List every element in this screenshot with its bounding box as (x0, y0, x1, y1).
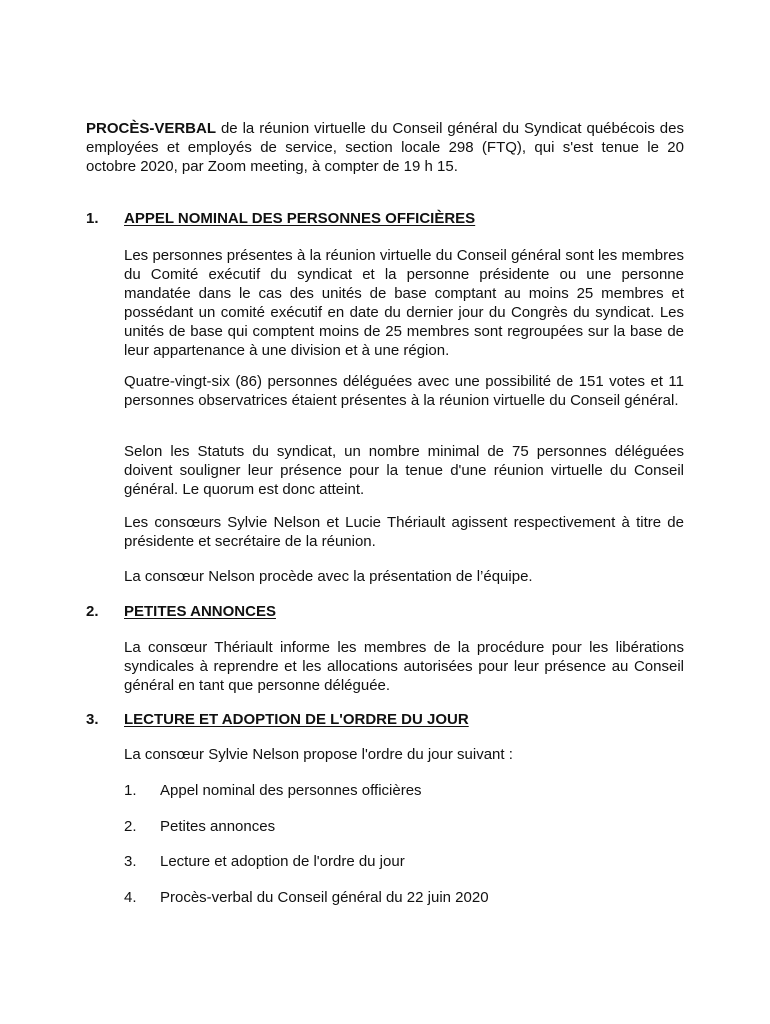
section-1-paragraph-4: Les consœurs Sylvie Nelson et Lucie Thériault agissent respectivement à titre de présidente et secrétaire de la réunion. (124, 514, 684, 550)
section-number: 2. (86, 603, 99, 620)
agenda-item-text: Appel nominal des personnes officières (160, 782, 422, 799)
agenda-item (124, 852, 684, 872)
intro-bold-lead: PROCÈS-VERBAL (86, 120, 217, 137)
intro-text: de la réunion virtuelle du Conseil général du Syndicat québécois des employées et employés de service, section locale 298 (FTQ), qui s'est tenue le 20 octobre 2020, par Zoom meeting, à compter de 19 h 15. (86, 120, 684, 175)
agenda-item (124, 781, 684, 801)
section-1-paragraph-3: Selon les Statuts du syndicat, un nombre minimal de 75 personnes déléguées doivent souligner leur présence pour la tenue d'une réunion virtuelle du Conseil général. Le quorum est donc atteint. (124, 443, 684, 498)
agenda-item-text: Procès-verbal du Conseil général du 22 juin 2020 (160, 889, 489, 906)
section-title: LECTURE ET ADOPTION DE L'ORDRE DU JOUR (124, 711, 469, 728)
agenda-item (124, 888, 684, 908)
agenda-item-number: 1. (124, 782, 137, 799)
agenda-item-text: Lecture et adoption de l'ordre du jour (160, 853, 405, 870)
section-1-paragraph-5: La consœur Nelson procède avec la présentation de l’équipe. (124, 568, 533, 585)
section-heading-2 (86, 602, 686, 622)
section-heading-1 (86, 209, 686, 229)
section-number: 1. (86, 210, 99, 227)
agenda-item-number: 2. (124, 818, 137, 835)
section-number: 3. (86, 711, 99, 728)
section-1-paragraph-2: Quatre-vingt-six (86) personnes déléguées avec une possibilité de 151 votes et 11 personnes observatrices étaient présentes à la réunion virtuelle du Conseil général. (124, 373, 684, 409)
section-2-paragraph-1: La consœur Thériault informe les membres de la procédure pour les libérations syndicales à reprendre et les allocations autorisées pour leur présence au Conseil général en tant que personne déléguée. (124, 639, 684, 694)
section-title: PETITES ANNONCES (124, 603, 276, 620)
agenda-item-number: 4. (124, 889, 137, 906)
section-heading-3 (86, 710, 686, 730)
agenda-item-text: Petites annonces (160, 818, 276, 835)
agenda-item (124, 817, 684, 837)
section-1-paragraph-1: Les personnes présentes à la réunion virtuelle du Conseil général sont les membres du Comité exécutif du syndicat et la personne présidente ou une personne mandatée dans le cas des unités de base comptant au moins 25 membres et possédant un comité exécutif en date du dernier jour du Congrès du syndicat. Les unités de base qui comptent moins de 25 membres sont regroupées sur la base de leur appartenance à une division et à une région. (124, 247, 684, 359)
intro-paragraph (86, 119, 684, 176)
agenda-item-number: 3. (124, 853, 137, 870)
section-3-paragraph-1: La consœur Sylvie Nelson propose l'ordre du jour suivant : (124, 746, 513, 763)
section-title: APPEL NOMINAL DES PERSONNES OFFICIÈRES (124, 210, 476, 227)
